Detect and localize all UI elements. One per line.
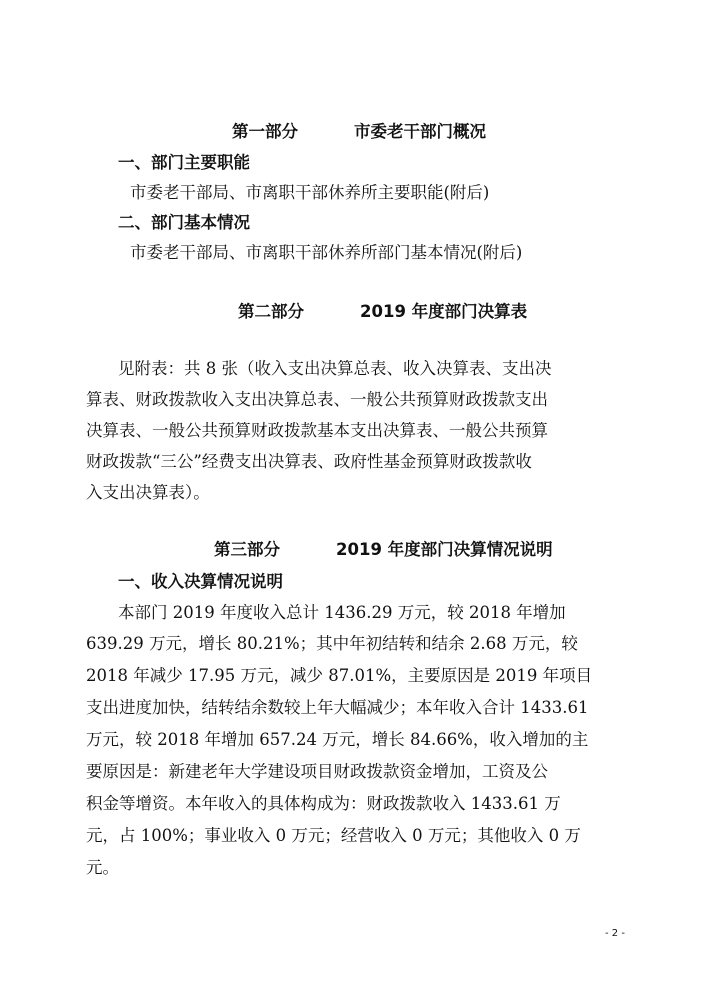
part2-line: 算表、财政拨款收入支出决算总表、一般公共预算财政拨款支出 — [86, 390, 548, 409]
part3-line: 支出进度加快，结转结余数较上年大幅减少；本年收入合计 1433.61 — [86, 698, 589, 717]
part1-section2-heading: 二、部门基本情况 — [118, 213, 250, 232]
part2-line: 见附表：共 8 张（收入支出决算总表、收入决算表、支出决 — [118, 359, 552, 378]
part1-section1-heading: 一、部门主要职能 — [118, 153, 250, 172]
part3-line: 元。 — [86, 858, 119, 877]
part2-title-a: 第二部分 — [238, 302, 304, 321]
part1-title-b: 市委老干部门概况 — [354, 122, 486, 141]
part3-line: 639.29 万元，增长 80.21%；其中年初结转和结余 2.68 万元，较 — [86, 634, 578, 653]
part3-line: 2018 年减少 17.95 万元，减少 87.01%，主要原因是 2019 年项目 — [86, 666, 593, 685]
part3-section1-heading: 一、收入决算情况说明 — [118, 572, 283, 591]
part3-line: 元，占 100%；事业收入 0 万元；经营收入 0 万元；其他收入 0 万 — [86, 826, 581, 845]
part2-title — [238, 302, 527, 322]
part2-line: 财政拨款“三公”经费支出决算表、政府性基金预算财政拨款收 — [86, 452, 532, 471]
part1-section1-text: 市委老干部局、市离职干部休养所主要职能(附后) — [130, 183, 490, 202]
part3-line: 本部门 2019 年度收入总计 1436.29 万元，较 2018 年增加 — [118, 603, 566, 622]
part1-section2-text: 市委老干部局、市离职干部休养所部门基本情况(附后) — [130, 243, 523, 262]
part3-title-a: 第三部分 — [214, 540, 280, 559]
part3-line: 万元，较 2018 年增加 657.24 万元，增长 84.66%，收入增加的主 — [86, 730, 589, 749]
part1-title — [232, 122, 486, 142]
part2-line: 入支出决算表）。 — [86, 483, 210, 502]
part2-title-b: 2019 年度部门决算表 — [360, 302, 528, 321]
part3-title — [214, 540, 553, 560]
part3-line: 要原因是：新建老年大学建设项目财政拨款资金增加，工资及公 — [86, 762, 548, 781]
part2-line: 决算表、一般公共预算财政拨款基本支出决算表、一般公共预算 — [86, 421, 548, 440]
part1-title-a: 第一部分 — [232, 122, 298, 141]
part3-line: 积金等增资。本年收入的具体构成为：财政拨款收入 1433.61 万 — [86, 794, 561, 813]
part3-title-b: 2019 年度部门决算情况说明 — [336, 540, 553, 559]
page-number: - 2 - — [605, 928, 625, 939]
